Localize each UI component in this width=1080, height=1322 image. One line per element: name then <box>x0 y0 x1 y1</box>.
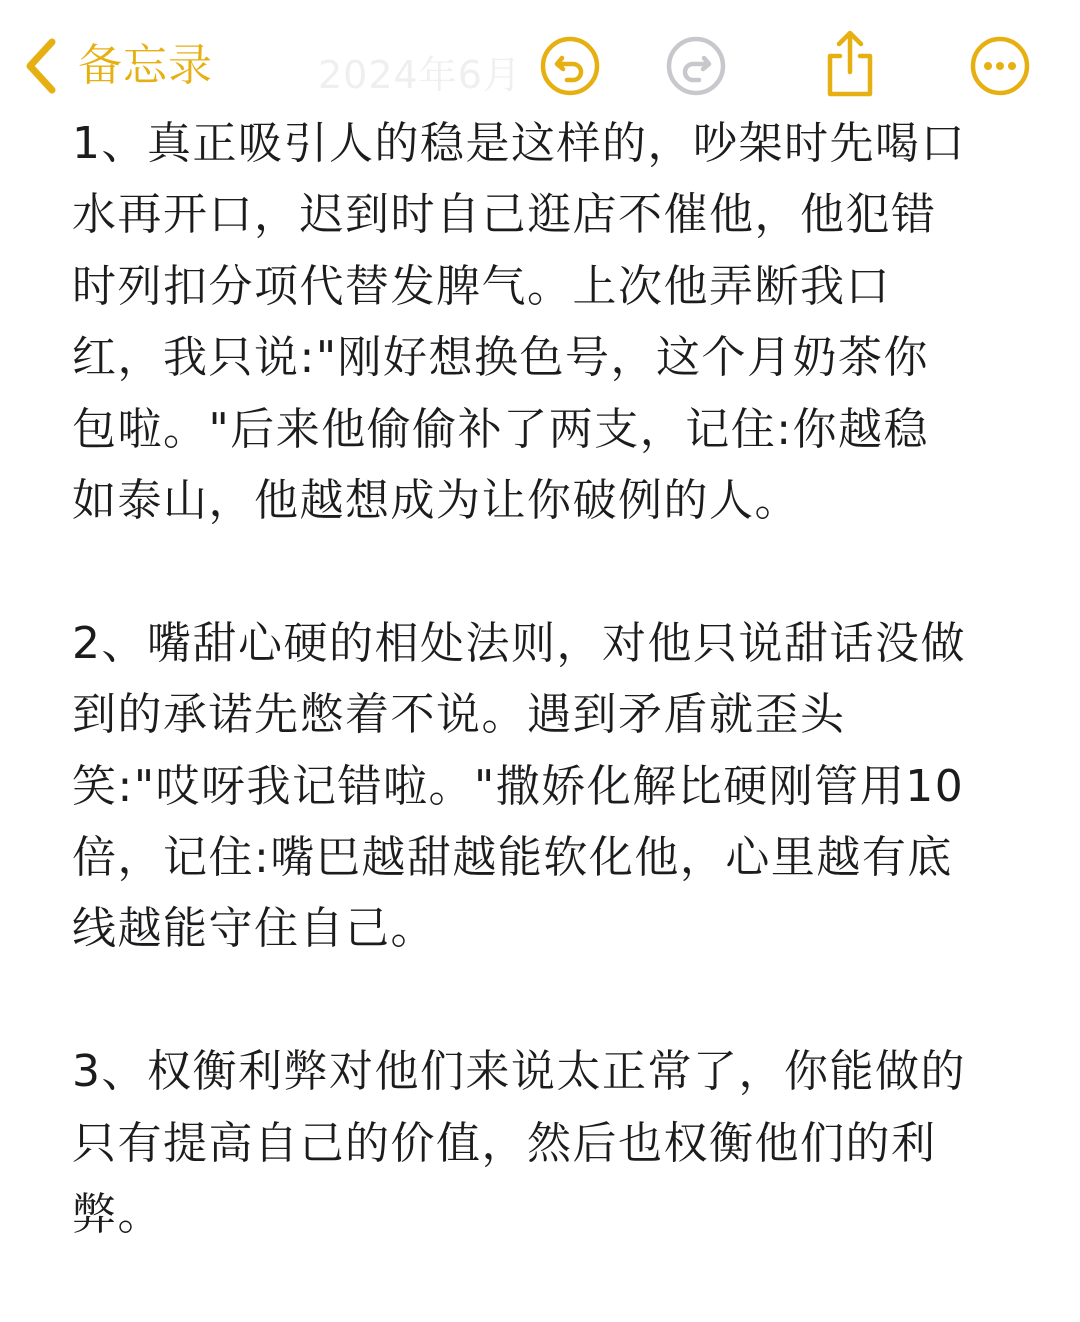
share-icon <box>820 28 880 98</box>
note-date-faint: 2024年6月 <box>318 53 522 97</box>
navigation-bar <box>0 0 1080 120</box>
note-line: 包啦。"后来他偷偷补了两支，记住:你越稳 <box>72 403 930 455</box>
note-line: 2、嘴甜心硬的相处法则，对他只说甜话没做 <box>72 617 966 669</box>
share-button[interactable] <box>820 28 880 98</box>
note-line: 1、真正吸引人的稳是这样的，吵架时先喝口 <box>72 118 966 169</box>
note-line: 倍，记住:嘴巴越甜越能软化他，心里越有底 <box>72 832 953 884</box>
note-body[interactable] <box>72 108 1032 1322</box>
undo-button[interactable] <box>540 36 600 96</box>
note-paragraph-2 <box>72 608 1032 965</box>
note-line: 水再开口，迟到时自己逛店不催他，他犯错 <box>72 189 937 241</box>
note-line: 时列扣分项代替发脾气。上次他弄断我口 <box>72 260 891 312</box>
note-line: 3、权衡利弊对他们来说太正常了，你能做的 <box>72 1046 966 1098</box>
note-line: 到的承诺先憋着不说。遇到矛盾就歪头 <box>72 689 846 741</box>
note-line: 弊。 <box>72 1189 163 1241</box>
more-circle-icon <box>970 36 1030 96</box>
undo-circle-icon <box>540 36 600 96</box>
redo-button[interactable] <box>666 36 726 96</box>
note-paragraph-1 <box>72 108 1032 536</box>
note-line: 线越能守住自己。 <box>72 903 436 955</box>
chevron-left-icon <box>22 36 58 96</box>
note-line: 只有提高自己的价值，然后也权衡他们的利 <box>72 1117 937 1169</box>
note-line: 如泰山，他越想成为让你破例的人。 <box>72 475 800 527</box>
note-paragraph-3 <box>72 1036 1032 1250</box>
note-line: 红，我只说:"刚好想换色号，这个月奶茶你 <box>72 332 930 384</box>
more-button[interactable] <box>970 36 1030 96</box>
back-button[interactable] <box>22 34 213 98</box>
redo-circle-icon <box>666 36 726 96</box>
back-label: 备忘录 <box>78 40 213 91</box>
note-line: 笑:"哎呀我记错啦。"撒娇化解比硬刚管用10 <box>72 760 965 812</box>
